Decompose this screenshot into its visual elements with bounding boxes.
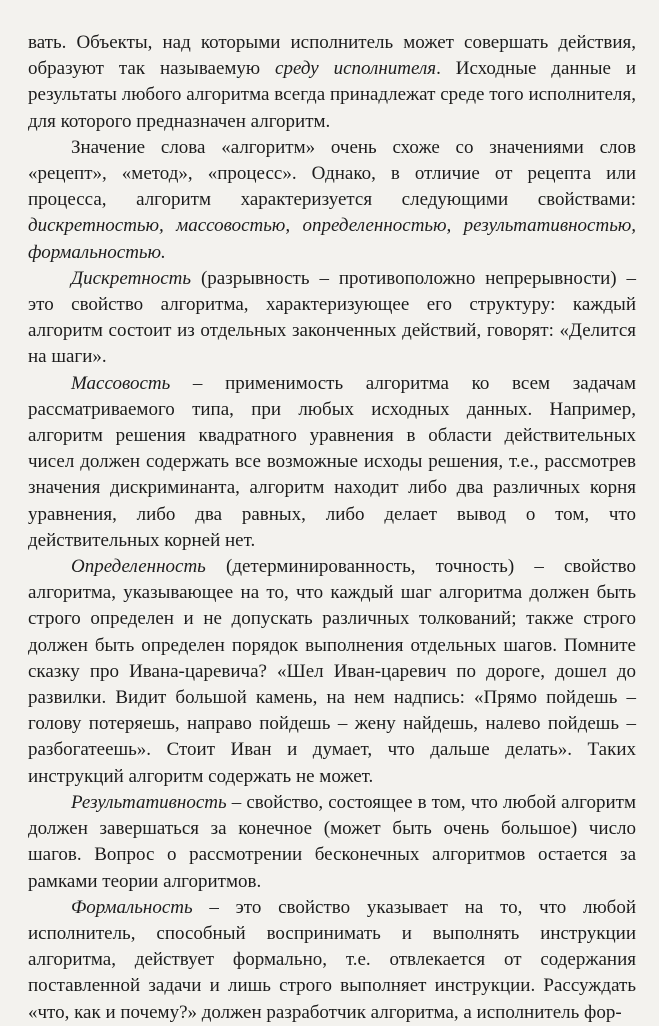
page-body (28, 30, 636, 1026)
term-massness: Массовость (71, 372, 171, 394)
paragraph-text: – это свойство указывает на то, что любой исполнитель, способный воспринимать и выполнять инструкции алгоритма, действует формально, т.е. отвлекается от содержания поставленной задачи и лишь строго выполняет инструкции. Рассуждать «что, как и почему?» должен разработчик алгоритма, а исполнитель фор- (28, 896, 636, 1023)
paragraph-text: . Исходные данные и результаты любого алгоритма всегда принадлежат среде того исполнителя, для которого предназначен алгоритм. (28, 58, 636, 132)
paragraph-text: Значение слова «алгоритм» очень схоже со значениями слов «рецепт», «метод», «процесс». Однако, в отличие от рецепта или процесса, алгоритм характеризуется следующими свойствами: (28, 136, 636, 211)
term-formality: Формальность (71, 896, 193, 918)
paragraph-massness (28, 371, 636, 554)
term-discreteness: Дискретность (71, 267, 192, 289)
term-effectiveness: Результативность (71, 791, 227, 813)
paragraph-text: – применимость алгоритма ко всем задачам рассматриваемого типа, при любых исходных данных. Например, алгоритм решения квадратного уравнения в области действительных чисел должен содержать все возможные исходы решения, т.е., рассмотрев значения дискриминанта, алгоритм находит либо два различных корня уравнения, либо два равных, либо делает вывод о том, что действительных корней нет. (28, 372, 636, 551)
paragraph-environment (28, 30, 636, 135)
paragraph-properties (28, 135, 636, 266)
paragraph-text: вать. Объекты, над которыми исполнитель может совершать действия, образуют так называемую (28, 32, 636, 80)
paragraph-formality (28, 895, 636, 1026)
paragraph-definiteness (28, 554, 636, 790)
term-properties-list: дискретностью, массовостью, определенностью, результативностью, формальностью. (28, 215, 636, 263)
paragraph-text: (разрывность – противоположно непрерывности) – это свойство алгоритма, характеризующее его структуру: каждый алгоритм состоит из отдельных законченных действий, говорят: «Делится на шаги». (28, 267, 636, 368)
paragraph-effectiveness (28, 790, 636, 895)
term-executor-environment: среду исполнителя (275, 58, 437, 80)
paragraph-text: (детерминированность, точность) – свойство алгоритма, указывающее на то, что каждый шаг алгоритма должен быть строго определен и не допускать различных толкований; также строго должен быть определен порядок выполнения отдельных шагов. Помните сказку про Ивана-царевича? «Шел Иван-царевич по дороге, дошел до развилки. Видит большой камень, на нем надпись: «Прямо пойдешь – голову потеряешь, направо пойдешь – жену найдешь, налево пойдешь – разбогатеешь». Стоит Иван и думает, что дальше делать». Таких инструкций алгоритм содержать не может. (28, 556, 636, 787)
term-definiteness: Определенность (71, 556, 206, 578)
paragraph-discreteness (28, 266, 636, 371)
paragraph-text: – свойство, состоящее в том, что любой алгоритм должен завершаться за конечное (может быть очень большое) число шагов. Вопрос о рассмотрении бесконечных алгоритмов остается за рамками теории алгоритмов. (28, 791, 636, 892)
